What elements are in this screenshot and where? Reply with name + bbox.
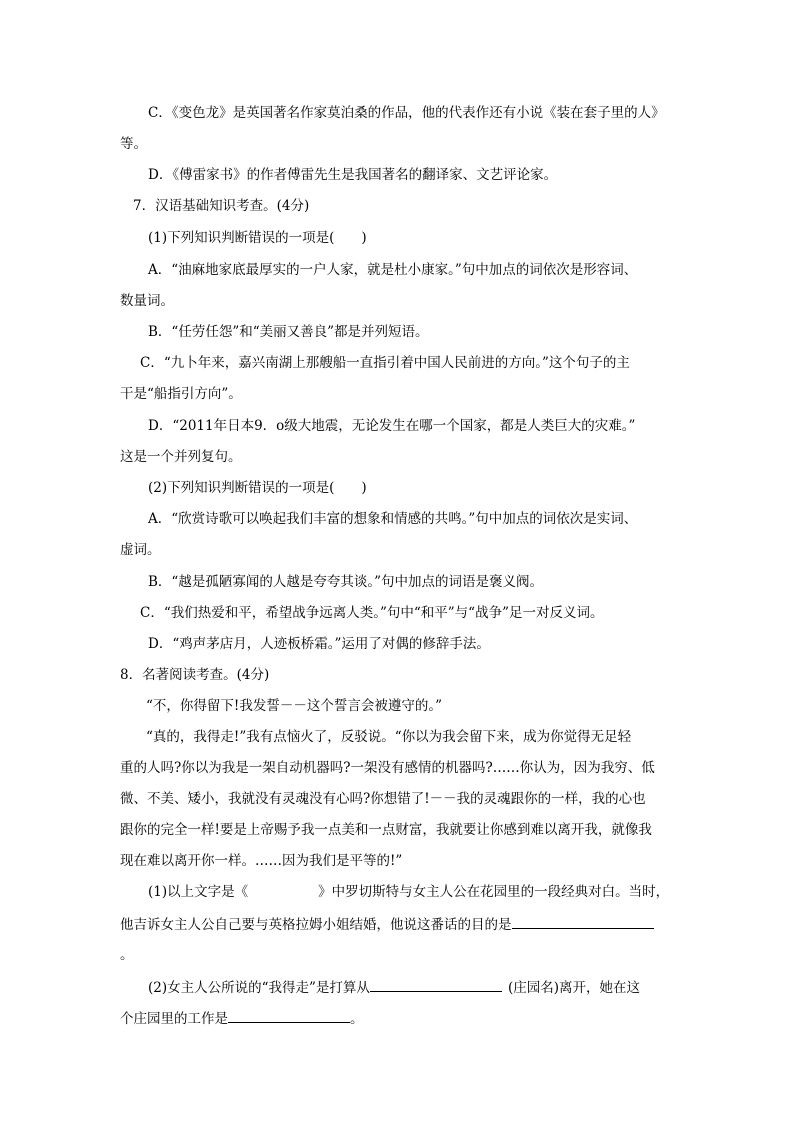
q7-p1-option-c-line-2: 干是“船指引方向”。 <box>120 386 242 402</box>
q8-sub-2-text-b: (庄园名)离开，她在这 <box>507 980 640 996</box>
option-c-line-2: 等。 <box>120 136 147 152</box>
q7-p1-option-d-line-2: 这是一个并列复句。 <box>120 449 242 465</box>
q8-sub-1-line-3: 。 <box>120 947 134 963</box>
q7-p2-option-b: B．“越是孤陋寡闻的人越是夸夸其谈。”句中加点的词语是褒义阀。 <box>148 574 543 590</box>
q8-sub-2-text-c: 个庄园里的工作是 <box>120 1011 228 1027</box>
job-answer-blank[interactable] <box>228 1008 350 1023</box>
q8-sub-1-text-b: 》中罗切斯特与女主人公在花园里的一段经典对白。当时， <box>318 884 670 900</box>
q7-p1-option-a-line-2: 数量词。 <box>120 293 174 309</box>
question-7-title: 7．汉语基础知识考查。(4分) <box>133 198 310 214</box>
q8-sub-1-text-a: (1)以上文字是《 <box>148 884 249 900</box>
q8-sub-2-text-a: (2)女主人公所说的“我得走”是打算从 <box>148 980 370 996</box>
q8-sub-2-line-1 <box>148 977 640 997</box>
passage-line-6: 现在难以离开你一样。……因为我们是平等的!” <box>120 853 403 869</box>
question-8-title: 8．名著阅读考查。(4分) <box>120 667 270 683</box>
purpose-answer-blank[interactable] <box>512 914 654 929</box>
option-d-line-1: D．《傅雷家书》的作者傅雷先生是我国著名的翻译家、文艺评论家。 <box>148 167 558 183</box>
q7-p2-option-c: C．“我们热爱和平，希望战争远离人类。”句中“和平”与“战争”足一对反义词。 <box>140 605 604 621</box>
q7-p1-option-c-line-1: C．“九卜年来，嘉兴南湖上那艘船一直指引着中国人民前进的方向。”这个句子的主 <box>140 355 630 371</box>
q7-part-1-stem: (1)下列知识判断错误的一项是( ) <box>148 230 367 246</box>
passage-line-4: 微、不美、矮小，我就没有灵魂没有心吗?你想错了!－－我的灵魂跟你的一样，我的心也 <box>120 791 646 807</box>
q7-p1-option-d-line-1: D．“2011年日本9．o级大地震，无论发生在哪一个国家，都是人类巨大的灾难。” <box>148 418 636 434</box>
q7-p1-option-a-line-1: A．“油麻地家底最厚实的一户人家，就是杜小康家。”句中加点的词依次是形容词、 <box>148 262 638 278</box>
q7-part-2-stem: (2)下列知识判断错误的一项是( ) <box>148 480 367 496</box>
q7-p2-option-a-line-1: A．“欣赏诗歌可以唤起我们丰富的想象和情感的共鸣。”句中加点的词依次是实词、 <box>148 511 638 527</box>
manor-name-blank[interactable] <box>370 977 502 992</box>
q8-sub-2-line-2 <box>120 1008 364 1028</box>
q8-sub-2-text-d: 。 <box>350 1011 364 1027</box>
q8-sub-1-text-c: 他吉诉女主人公自己要与英格拉姆小姐结婚，他说这番话的目的是 <box>120 917 512 933</box>
passage-line-1: “不，你得留下!我发誓－－这个誓言会被遵守的。” <box>146 698 442 714</box>
passage-line-3: 重的人吗?你以为我是一架自动机器吗?一架没有感情的机器吗?……你认为，因为我穷、低 <box>120 760 655 776</box>
q7-p2-option-d: D．“鸡声茅店月，人迹板桥霜。”运用了对偶的修辞手法。 <box>148 636 490 652</box>
option-c-line-1: C．《变色龙》是英国著名作家莫泊桑的作品，他的代表作还有小说《装在套子里的人》 <box>148 105 665 121</box>
passage-line-2: “真的，我得走!”我有点恼火了，反驳说。“你以为我会留下来，成为你觉得无足轻 <box>146 729 632 745</box>
q8-sub-1-line-2 <box>120 914 654 934</box>
q7-p2-option-a-line-2: 虚词。 <box>120 542 161 558</box>
q7-p1-option-b: B．“任劳任怨”和“美丽又善良”都是并列短语。 <box>148 324 429 340</box>
q8-sub-1-line-1 <box>148 882 669 902</box>
passage-line-5: 跟你的完全一样!要是上帝赐予我一点美和一点财富，我就要让你感到难以离开我，就像我 <box>120 822 652 838</box>
